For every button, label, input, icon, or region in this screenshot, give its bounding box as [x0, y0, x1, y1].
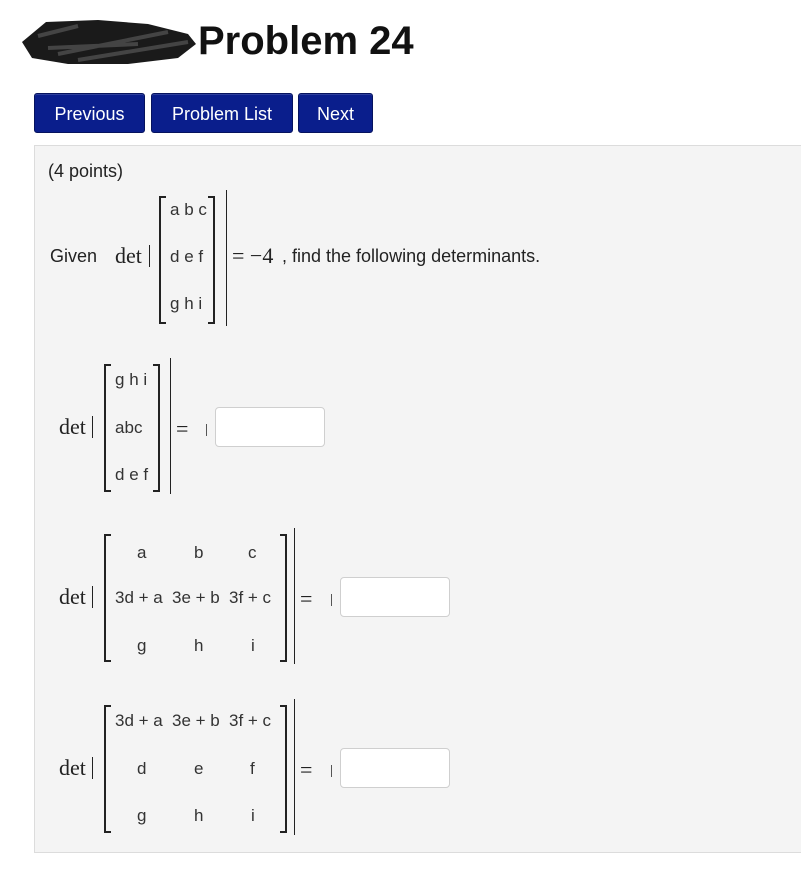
equals-sign: = — [300, 586, 313, 611]
det-operator: det — [59, 414, 86, 439]
matrix-right-bracket — [280, 705, 287, 833]
next-button[interactable]: Next — [298, 93, 373, 133]
matrix-right-bracket — [153, 364, 160, 492]
text-cursor — [331, 765, 332, 777]
matrix-row: a b c — [170, 200, 207, 219]
matrix-cell: 3f + c — [229, 588, 272, 607]
matrix-row: abc — [115, 418, 143, 437]
matrix-cell: i — [251, 636, 255, 655]
given-label: Given — [50, 246, 98, 266]
matrix-left-bracket — [104, 705, 111, 833]
matrix-cell: 3d + a — [115, 711, 163, 730]
equals-sign: = — [176, 416, 189, 441]
det-bar-right — [294, 699, 295, 835]
matrix-row: d e f — [170, 247, 204, 266]
matrix-cell: 3d + a — [115, 588, 163, 607]
det-bar-right — [294, 528, 295, 664]
det-operator: det — [59, 584, 86, 609]
cursor-mark — [149, 245, 150, 267]
det-operator: det — [59, 755, 86, 780]
matrix-cell: h — [194, 806, 204, 825]
matrix-cell: a — [137, 543, 147, 562]
det-bar-right — [170, 358, 171, 494]
answer-input-3[interactable] — [340, 748, 450, 788]
matrix-cell: 3f + c — [229, 711, 272, 730]
given-suffix: , find the following determinants. — [282, 246, 541, 266]
previous-button[interactable]: Previous — [34, 93, 145, 133]
page-title: Problem 24 — [198, 19, 414, 63]
matrix-row: g h i — [115, 370, 148, 389]
cursor-mark — [92, 586, 93, 608]
matrix-cell: 3e + b — [172, 588, 220, 607]
matrix-cell: f — [250, 759, 255, 778]
matrix-left-bracket — [159, 196, 166, 324]
matrix-left-bracket — [104, 364, 111, 492]
matrix-cell: 3e + b — [172, 711, 220, 730]
matrix-cell: g — [137, 806, 147, 825]
matrix-cell: c — [248, 543, 257, 562]
points-label: (4 points) — [48, 161, 124, 181]
equals-value: = −4 — [232, 243, 274, 268]
matrix-cell: d — [137, 759, 147, 778]
answer-input-1[interactable] — [215, 407, 325, 447]
cursor-mark — [92, 757, 93, 779]
text-cursor — [206, 424, 207, 436]
matrix-right-bracket — [280, 534, 287, 662]
problem-list-button[interactable]: Problem List — [151, 93, 293, 133]
matrix-cell: g — [137, 636, 147, 655]
matrix-left-bracket — [104, 534, 111, 662]
matrix-cell: e — [194, 759, 204, 778]
matrix-row: d e f — [115, 465, 149, 484]
det-bar-right — [226, 190, 227, 326]
matrix-right-bracket — [208, 196, 215, 324]
matrix-cell: i — [251, 806, 255, 825]
answer-input-2[interactable] — [340, 577, 450, 617]
matrix-cell: b — [194, 543, 204, 562]
text-cursor — [331, 594, 332, 606]
det-operator: det — [115, 243, 142, 268]
redacted-scribble — [18, 14, 200, 68]
matrix-cell: h — [194, 636, 204, 655]
equals-sign: = — [300, 757, 313, 782]
cursor-mark — [92, 416, 93, 438]
matrix-row: g h i — [170, 294, 203, 313]
